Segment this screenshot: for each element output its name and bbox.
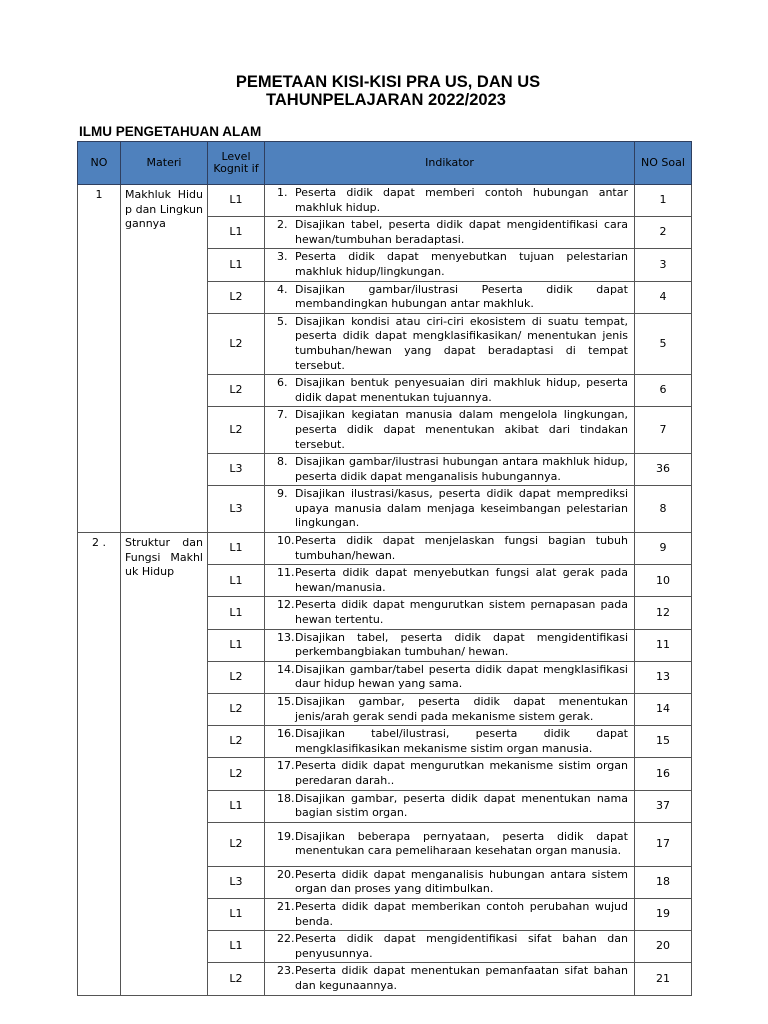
indikator-cell — [265, 375, 635, 407]
indikator-number: 4. — [277, 282, 288, 296]
indikator-text: Peserta didik dapat menjelaskan fungsi bagian tubuh tumbuhan/hewan. — [295, 534, 628, 562]
level-cell: L1 — [208, 249, 265, 281]
indikator-number: 13. — [277, 630, 295, 644]
soal-cell: 4 — [635, 281, 692, 313]
indikator-cell — [265, 249, 635, 281]
indikator-text: Disajikan gambar/tabel peserta didik dapat mengklasifikasi daur hidup hewan yang sama. — [295, 662, 628, 691]
indikator-text: Disajikan kondisi atau ciri-ciri ekosistem di suatu tempat, peserta didik dapat mengklasifikasikan/ menentukan jenis tumbuhan/hewan yang dapat beradaptasi di tempat tersebut. — [295, 314, 628, 372]
soal-cell: 36 — [635, 454, 692, 486]
indikator-cell — [265, 486, 635, 533]
level-cell: L2 — [208, 661, 265, 693]
indikator-number: 23. — [277, 964, 295, 978]
header-soal: NO Soal — [635, 142, 692, 185]
header-indikator: Indikator — [265, 142, 635, 185]
soal-cell: 14 — [635, 694, 692, 726]
indikator-cell — [265, 898, 635, 930]
soal-cell: 1 — [635, 185, 692, 217]
indikator-text: Disajikan bentuk penyesuaian diri makhluk hidup, peserta didik dapat menentukan tujuannya. — [295, 376, 628, 404]
indikator-text: Peserta didik dapat menyebutkan fungsi alat gerak pada hewan/manusia. — [295, 566, 628, 594]
table-row — [78, 533, 692, 565]
indikator-number: 18. — [277, 791, 295, 805]
indikator-number: 1. — [277, 186, 288, 199]
level-cell: L2 — [208, 758, 265, 790]
indikator-cell — [265, 931, 635, 963]
indikator-number: 17. — [277, 759, 295, 773]
level-cell: L2 — [208, 281, 265, 313]
soal-cell: 2 — [635, 217, 692, 249]
soal-cell: 17 — [635, 822, 692, 866]
indikator-text: Peserta didik dapat mengurutkan mekanisme sistim organ peredaran darah.. — [295, 759, 628, 787]
indikator-cell — [265, 629, 635, 661]
indikator-number: 6. — [277, 376, 288, 390]
indikator-text: Peserta didik dapat menganalisis hubungan antara sistem organ dan proses yang ditimbulkan. — [295, 867, 628, 896]
soal-cell: 5 — [635, 313, 692, 374]
indikator-text: Disajikan tabel, peserta didik dapat mengidentifikasi perkembangbiakan tumbuhan/ hewan. — [295, 630, 628, 659]
indikator-text: Peserta didik dapat menyebutkan tujuan pelestarian makhluk hidup/lingkungan. — [295, 250, 628, 278]
indikator-text: Peserta didik dapat memberikan contoh perubahan wujud benda. — [295, 899, 628, 928]
level-cell: L3 — [208, 866, 265, 898]
soal-cell: 13 — [635, 661, 692, 693]
level-cell: L1 — [208, 790, 265, 822]
indikator-text: Peserta didik dapat mengurutkan sistem pernapasan pada hewan tertentu. — [295, 598, 628, 627]
level-cell: L1 — [208, 217, 265, 249]
group-number: 2 . — [78, 533, 121, 995]
level-cell: L1 — [208, 565, 265, 597]
level-cell: L1 — [208, 629, 265, 661]
indikator-number: 16. — [277, 727, 295, 741]
indikator-number: 20. — [277, 867, 295, 881]
table-row — [78, 185, 692, 217]
table-header-row — [78, 142, 692, 185]
level-cell: L2 — [208, 694, 265, 726]
indikator-text: Disajikan tabel/ilustrasi, peserta didik dapat mengklasifikasikan mekanisme sistim organ manusia. — [295, 727, 628, 755]
indikator-number: 7. — [277, 408, 288, 422]
indikator-cell — [265, 790, 635, 822]
indikator-cell — [265, 661, 635, 693]
soal-cell: 15 — [635, 726, 692, 758]
indikator-text: Peserta didik dapat menentukan pemanfaatan sifat bahan dan kegunaannya. — [295, 964, 628, 992]
indikator-number: 9. — [277, 487, 288, 501]
level-cell: L1 — [208, 898, 265, 930]
level-cell: L2 — [208, 963, 265, 995]
indikator-text: Disajikan gambar, peserta didik dapat menentukan nama bagian sistim organ. — [295, 791, 628, 820]
soal-cell: 19 — [635, 898, 692, 930]
indikator-cell — [265, 454, 635, 486]
level-cell: L1 — [208, 533, 265, 565]
document-title-line2: TAHUNPELAJARAN 2022/2023 — [266, 91, 506, 109]
indikator-cell — [265, 185, 635, 217]
indikator-cell — [265, 866, 635, 898]
soal-cell: 6 — [635, 375, 692, 407]
level-cell: L2 — [208, 407, 265, 454]
soal-cell: 9 — [635, 533, 692, 565]
header-level: Level Kognit if — [208, 142, 265, 185]
level-cell: L2 — [208, 313, 265, 374]
indikator-cell — [265, 963, 635, 995]
soal-cell: 18 — [635, 866, 692, 898]
indikator-number: 2. — [277, 218, 288, 232]
indikator-cell — [265, 533, 635, 565]
indikator-number: 14. — [277, 662, 295, 676]
table-body — [78, 185, 692, 996]
soal-cell: 3 — [635, 249, 692, 281]
indikator-number: 11. — [277, 566, 295, 580]
soal-cell: 12 — [635, 597, 692, 629]
indikator-number: 8. — [277, 455, 288, 469]
group-number: 1 — [78, 185, 121, 533]
level-cell: L3 — [208, 486, 265, 533]
indikator-cell — [265, 281, 635, 313]
indikator-cell — [265, 694, 635, 726]
level-cell: L1 — [208, 597, 265, 629]
level-cell: L1 — [208, 931, 265, 963]
indikator-number: 15. — [277, 695, 295, 708]
document-title-line1: PEMETAAN KISI-KISI PRA US, DAN US — [235, 73, 541, 91]
indikator-text: Disajikan gambar/ilustrasi hubungan antara makhluk hidup, peserta didik dapat menganalisis hubungannya. — [295, 455, 628, 483]
indikator-cell — [265, 313, 635, 374]
indikator-cell — [265, 407, 635, 454]
soal-cell: 11 — [635, 629, 692, 661]
indikator-cell — [265, 758, 635, 790]
indikator-cell — [265, 822, 635, 866]
subject-heading: ILMU PENGETAHUAN ALAM — [79, 124, 262, 139]
indikator-cell — [265, 726, 635, 758]
level-cell: L3 — [208, 454, 265, 486]
soal-cell: 10 — [635, 565, 692, 597]
indikator-text: Disajikan tabel, peserta didik dapat mengidentifikasi cara hewan/tumbuhan beradaptasi. — [295, 218, 628, 246]
indikator-number: 3. — [277, 250, 288, 264]
group-materi: Makhluk Hidup dan Lingkungannya — [121, 185, 208, 533]
header-materi: Materi — [121, 142, 208, 185]
soal-cell: 7 — [635, 407, 692, 454]
level-cell: L2 — [208, 375, 265, 407]
level-cell: L2 — [208, 726, 265, 758]
soal-cell: 37 — [635, 790, 692, 822]
soal-cell: 20 — [635, 931, 692, 963]
indikator-text: Peserta didik dapat mengidentifikasi sifat bahan dan penyusunnya. — [295, 932, 628, 960]
indikator-number: 12. — [277, 598, 295, 612]
kisi-kisi-table — [77, 141, 692, 996]
indikator-text: Disajikan gambar, peserta didik dapat menentukan jenis/arah gerak sendi pada mekanisme sistem gerak. — [295, 695, 628, 723]
indikator-text: Disajikan beberapa pernyataan, peserta didik dapat menentukan cara pemeliharaan kesehatan organ manusia. — [295, 829, 628, 858]
indikator-cell — [265, 217, 635, 249]
group-materi: Struktur dan Fungsi Makhluk Hidup — [121, 533, 208, 995]
indikator-number: 22. — [277, 932, 295, 946]
indikator-text: Peserta didik dapat memberi contoh hubungan antar makhluk hidup. — [295, 186, 628, 214]
indikator-number: 21. — [277, 899, 295, 913]
soal-cell: 21 — [635, 963, 692, 995]
indikator-text: Disajikan gambar/ilustrasi Peserta didik dapat membandingkan hubungan antar makhluk. — [295, 282, 628, 311]
indikator-number: 5. — [277, 314, 288, 328]
level-cell: L2 — [208, 822, 265, 866]
soal-cell: 8 — [635, 486, 692, 533]
soal-cell: 16 — [635, 758, 692, 790]
indikator-number: 10. — [277, 534, 295, 548]
indikator-cell — [265, 597, 635, 629]
indikator-number: 19. — [277, 829, 295, 843]
indikator-text: Disajikan ilustrasi/kasus, peserta didik dapat memprediksi upaya manusia dalam menjaga keseimbangan pelestarian lingkungan. — [295, 487, 628, 530]
level-cell: L1 — [208, 185, 265, 217]
header-no: NO — [78, 142, 121, 185]
indikator-cell — [265, 565, 635, 597]
indikator-text: Disajikan kegiatan manusia dalam mengelola lingkungan, peserta didik dapat menentukan akibat dari tindakan tersebut. — [295, 408, 628, 451]
